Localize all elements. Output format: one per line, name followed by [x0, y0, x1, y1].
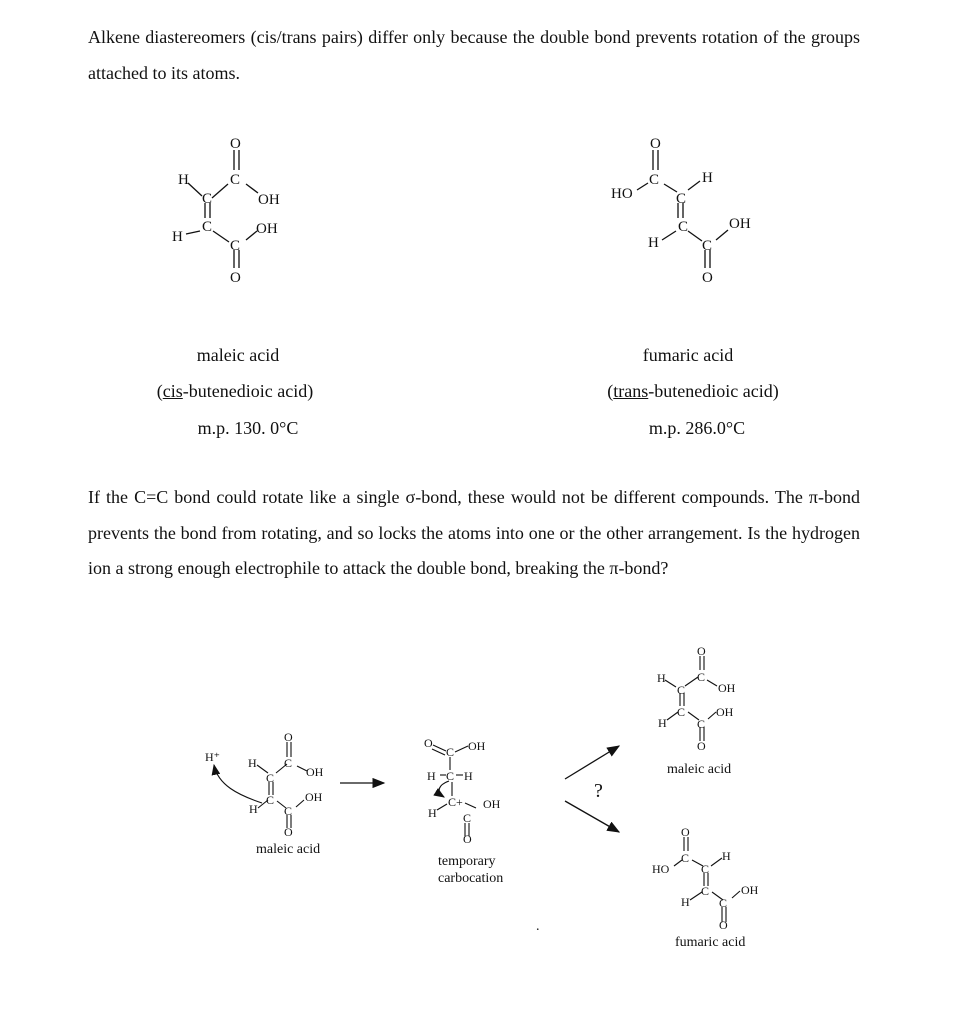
- scheme-start-H-top: H: [248, 756, 257, 770]
- maleic-H-top: H: [178, 172, 189, 188]
- carbocation-C-top: C: [446, 745, 455, 759]
- maleic-iupac-cis: cis: [162, 381, 183, 401]
- product-maleic-OH-top: OH: [718, 681, 736, 695]
- maleic-iupac-prefix: (: [156, 381, 163, 401]
- product-fumaric-HO: HO: [652, 862, 670, 876]
- product-fumaric-C2: C: [701, 884, 710, 898]
- carbocation-OH-bottom: OH: [483, 797, 501, 811]
- fumaric-iupac: [607, 381, 778, 402]
- arrow-to-maleic: [565, 746, 619, 779]
- scheme-start-C2: C: [266, 793, 275, 807]
- maleic-OH-bottom: OH: [256, 221, 278, 237]
- carbocation-O-bottom: O: [463, 832, 472, 846]
- carbocation-OH-top: OH: [468, 739, 486, 753]
- product-fumaric-H-top: H: [722, 849, 731, 863]
- scheme-start-C-bottom: C: [284, 804, 293, 818]
- product-maleic-C-bottom: C: [697, 717, 706, 731]
- product-fumaric-C-top: C: [681, 851, 690, 865]
- scheme-start-C1: C: [266, 771, 275, 785]
- carbocation-label-2: carbocation: [438, 871, 504, 886]
- fumaric-HO: HO: [611, 186, 633, 202]
- carbocation-H-bottom: H: [428, 806, 437, 820]
- maleic-C-top: C: [230, 172, 241, 188]
- product-fumaric-OH: OH: [741, 883, 759, 897]
- fumaric-iupac-trans: trans: [613, 381, 649, 401]
- question-paragraph: If the C=C bond could rotate like a single σ-bond, these would not be different compounds. The π-bond prevents the bond from rotating, and so locks the atoms into one or the other arrangement. Is the hydrogen ion a strong enough electrophile to attack the double bond, breaking the π-bond?: [88, 487, 860, 578]
- carbocation-O-top: O: [424, 736, 433, 750]
- product-fumaric-O-top: O: [681, 825, 690, 839]
- product-fumaric-label: fumaric acid: [675, 935, 746, 950]
- maleic-O-top: O: [230, 136, 241, 152]
- maleic-C-alkene-1: C: [202, 191, 213, 207]
- scheme-start-C-top: C: [284, 756, 293, 770]
- product-maleic-C-top: C: [697, 670, 706, 684]
- maleic-C-bottom: C: [230, 238, 241, 254]
- carbocation-C-bottom: C: [463, 811, 472, 825]
- product-maleic-OH-bottom: OH: [716, 705, 734, 719]
- intro-paragraph: Alkene diastereomers (cis/trans pairs) differ only because the double bond prevents rotation of the groups attached to its atoms.: [88, 27, 860, 83]
- carbocation-H-right: H: [464, 769, 473, 783]
- maleic-iupac-suffix: -butenedioic acid): [182, 381, 314, 401]
- arrow-to-fumaric: [565, 801, 619, 832]
- scheme-start-H-bottom: H: [249, 802, 258, 816]
- product-maleic-O-bottom: O: [697, 739, 706, 753]
- scheme-product-maleic-structure: [665, 656, 717, 741]
- maleic-OH-top: OH: [258, 192, 280, 208]
- fumaric-H-top: H: [702, 170, 713, 186]
- question-mark: ?: [594, 780, 603, 802]
- carbocation-C-mid: C: [446, 769, 455, 783]
- fumaric-iupac-prefix: (: [607, 381, 614, 401]
- carbocation-C-plus: C+: [448, 795, 463, 809]
- product-fumaric-C-bottom: C: [719, 896, 728, 910]
- fumaric-C-alkene-2: C: [678, 219, 689, 235]
- maleic-C-alkene-2: C: [202, 219, 213, 235]
- scheme-start-label: maleic acid: [256, 842, 321, 857]
- fumaric-melting-point: m.p. 286.0°C: [648, 418, 746, 438]
- maleic-iupac: [157, 381, 313, 402]
- product-maleic-O-top: O: [697, 644, 706, 658]
- fumaric-C-top: C: [649, 172, 660, 188]
- fumaric-O-top: O: [650, 136, 661, 152]
- product-fumaric-C1: C: [701, 862, 710, 876]
- product-maleic-C2: C: [677, 705, 686, 719]
- fumaric-name: fumaric acid: [642, 345, 734, 365]
- product-fumaric-H-bottom: H: [681, 895, 690, 909]
- maleic-name: maleic acid: [196, 345, 280, 365]
- product-maleic-label: maleic acid: [667, 762, 732, 777]
- product-fumaric-O-bottom: O: [719, 918, 728, 932]
- product-maleic-H-top: H: [657, 671, 666, 685]
- maleic-H-bottom: H: [172, 229, 183, 245]
- fumaric-O-bottom: O: [702, 270, 713, 286]
- maleic-melting-point: m.p. 130. 0°C: [197, 418, 299, 438]
- carbocation-label-1: temporary: [438, 854, 496, 869]
- scheme-start-OH-bottom: OH: [305, 790, 323, 804]
- scheme-H-plus: H⁺: [205, 750, 220, 764]
- product-maleic-H-bottom: H: [658, 716, 667, 730]
- fumaric-C-alkene-1: C: [676, 191, 687, 207]
- product-maleic-C1: C: [677, 683, 686, 697]
- carbocation-H-left: H: [427, 769, 436, 783]
- scheme-start-OH-top: OH: [306, 765, 324, 779]
- fumaric-iupac-suffix: -butenedioic acid): [648, 381, 779, 401]
- maleic-O-bottom: O: [230, 270, 241, 286]
- stray-dot: .: [536, 919, 540, 934]
- fumaric-OH: OH: [729, 216, 751, 232]
- scheme-start-O-bottom: O: [284, 825, 293, 839]
- scheme-start-O-top: O: [284, 730, 293, 744]
- maleic-acid-structure: [186, 150, 258, 268]
- scheme-start-structure: [214, 742, 307, 828]
- fumaric-H-bottom: H: [648, 235, 659, 251]
- fumaric-C-bottom: C: [702, 238, 713, 254]
